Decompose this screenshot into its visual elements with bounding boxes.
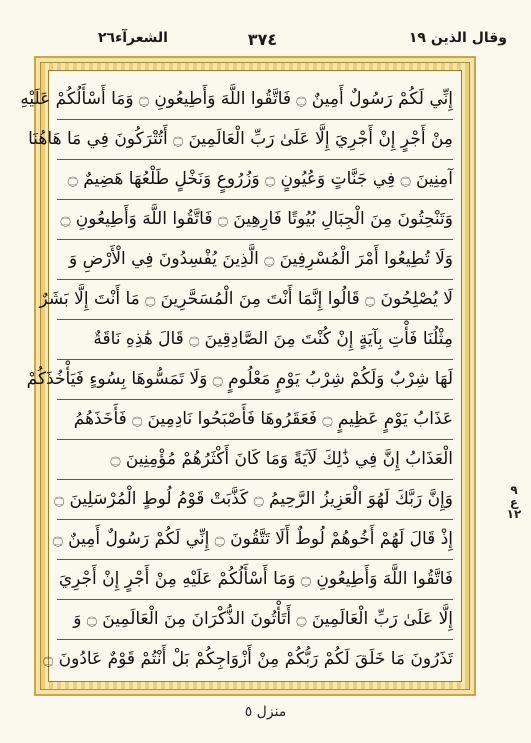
manzil-footer: منزل ٥	[244, 704, 287, 720]
verse-line: الْعَذَابُ إِنَّ فِي ذَٰلِكَ لَآيَةً وَمَا كَانَ أَكْثَرُهُمْ مُؤْمِنِينَ ۝	[57, 439, 453, 480]
page-header	[18, 30, 507, 50]
ruku-number-bottom: ١٢	[506, 507, 522, 521]
verse-line: وَلَا تُطِيعُوا أَمْرَ الْمُسْرِفِينَ ۝ الَّذِينَ يُفْسِدُونَ فِي الْأَرْضِ وَ	[57, 239, 453, 280]
verse-line: مِنْ أَجْرٍ إِنْ أَجْرِيَ إِلَّا عَلَىٰ رَبِّ الْعَالَمِينَ ۝ أَتُتْرَكُونَ فِي مَا هَاهُنَا	[57, 119, 453, 160]
surah-title: الشعرآء٢٦	[98, 30, 168, 46]
verse-line: آمِنِينَ ۝ فِي جَنَّاتٍ وَعُيُونٍ ۝ وَزُرُوعٍ وَنَخْلٍ طَلْعُهَا هَضِيمٌ ۝	[57, 159, 453, 200]
juz-title: وقال الذين ١٩	[408, 30, 507, 46]
verse-line: فَاتَّقُوا اللَّهَ وَأَطِيعُونِ ۝ وَمَا أَسْأَلُكُمْ عَلَيْهِ مِنْ أَجْرٍ إِنْ أَجْرِيَ	[57, 559, 453, 600]
verse-line: لَهَا شِرْبٌ وَلَكُمْ شِرْبُ يَوْمٍ مَعْلُومٍ ۝ وَلَا تَمَسُّوهَا بِسُوءٍ فَيَأْخُذَكُمْ	[57, 359, 453, 400]
verse-line: عَذَابُ يَوْمٍ عَظِيمٍ ۝ فَعَقَرُوهَا فَأَصْبَحُوا نَادِمِينَ ۝ فَأَخَذَهُمُ	[57, 399, 453, 440]
verse-lines	[20, 79, 453, 673]
ruku-marker	[505, 484, 523, 520]
ornamental-frame	[20, 56, 476, 696]
page-number: ٣٧٤	[247, 30, 278, 49]
verse-line: إِلَّا عَلَىٰ رَبِّ الْعَالَمِينَ ۝ أَتَأْتُونَ الذُّكْرَانَ مِنَ الْعَالَمِينَ ۝ وَ	[57, 599, 453, 640]
ruku-number-top: ٩	[510, 483, 518, 497]
verse-line: تَذَرُونَ مَا خَلَقَ لَكُمْ رَبُّكُمْ مِنْ أَزْوَاجِكُمْ بَلْ أَنْتُمْ قَوْمٌ عَادُونَ ۝	[43, 649, 453, 669]
verse-line: وَتَنْحِتُونَ مِنَ الْجِبَالِ بُيُوتًا فَارِهِينَ ۝ فَاتَّقُوا اللَّهَ وَأَطِيعُونِ ۝	[57, 199, 453, 240]
verse-line: مِثْلُنَا فَأْتِ بِآيَةٍ إِنْ كُنْتَ مِنَ الصَّادِقِينَ ۝ قَالَ هَٰذِهِ نَاقَةٌ	[57, 319, 453, 360]
verse-line: إِذْ قَالَ لَهُمْ أَخُوهُمْ لُوطٌ أَلَا تَتَّقُونَ ۝ إِنِّي لَكُمْ رَسُولٌ أَمِينٌ ۝	[57, 519, 453, 560]
verse-line: لَا يُصْلِحُونَ ۝ قَالُوا إِنَّمَا أَنْتَ مِنَ الْمُسَحَّرِينَ ۝ مَا أَنْتَ إِلَّا بَشَرٌ	[57, 279, 453, 320]
ruku-sign: ع	[509, 495, 519, 509]
verse-line: إِنِّي لَكُمْ رَسُولٌ أَمِينٌ ۝ فَاتَّقُوا اللَّهَ وَأَطِيعُونِ ۝ وَمَا أَسْأَلُكُمْ عَلَيْهِ	[57, 79, 453, 120]
text-area	[20, 70, 462, 682]
verse-line: وَإِنَّ رَبَّكَ لَهُوَ الْعَزِيزُ الرَّحِيمُ ۝ كَذَّبَتْ قَوْمُ لُوطٍ الْمُرْسَلِينَ ۝	[57, 479, 453, 520]
